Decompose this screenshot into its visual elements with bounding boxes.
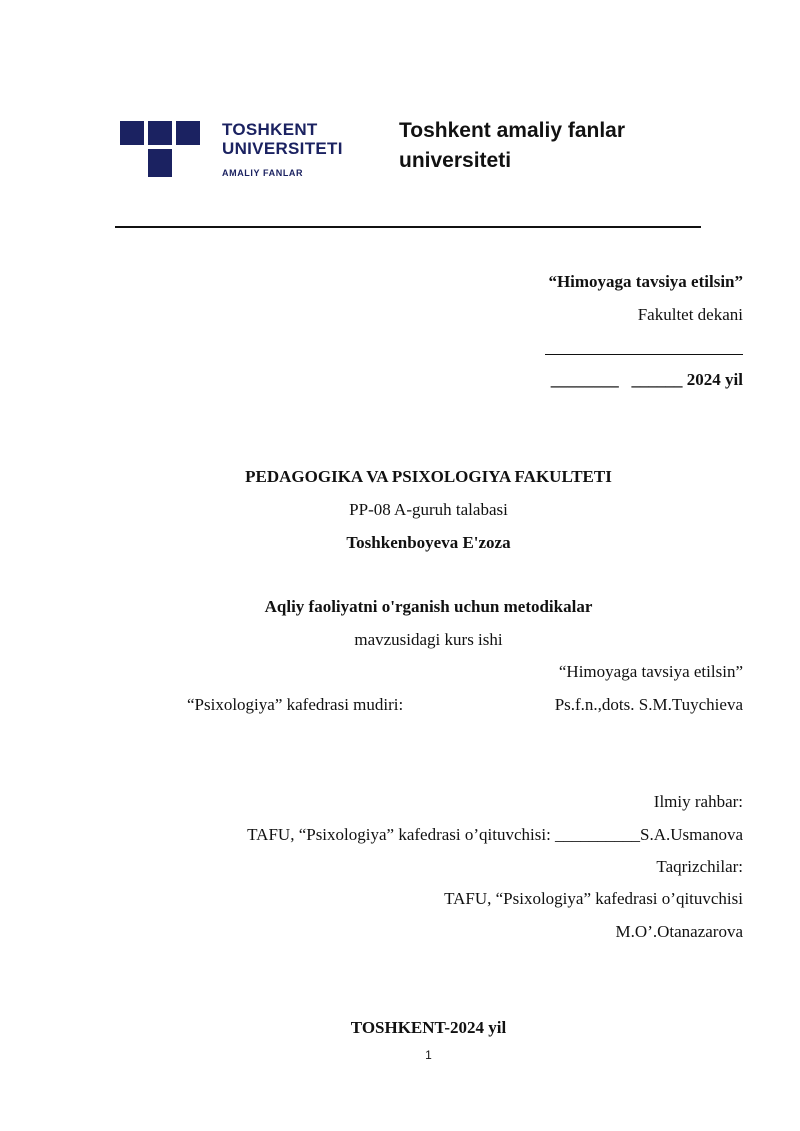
dept-head-label: “Psixologiya” kafedrasi mudiri: — [187, 695, 404, 714]
dept-head-name: Ps.f.n.,dots. S.M.Tuychieva — [554, 695, 743, 714]
dean-signature-line — [545, 354, 743, 355]
approval-quote: “Himoyaga tavsiya etilsin” — [548, 272, 743, 291]
reviewers-label: Taqrizchilar: — [656, 857, 743, 876]
date-year: 2024 yil — [686, 370, 743, 389]
date-blank-month: ______ — [631, 370, 683, 389]
page-number: 1 — [425, 1048, 432, 1062]
footer-city-year: TOSHKENT-2024 yil — [350, 1018, 507, 1037]
header-divider — [115, 226, 701, 228]
work-topic: Aqliy faoliyatni o'rganish uchun metodikalar — [264, 597, 593, 616]
student-name: Toshkenboyeva E'zoza — [346, 533, 511, 552]
university-logo-mark — [120, 121, 200, 177]
logo-subtitle: AMALIY FANLAR — [222, 168, 304, 178]
student-group: PP-08 A-guruh talabasi — [349, 500, 508, 519]
dept-approval-quote: “Himoyaga tavsiya etilsin” — [558, 662, 743, 681]
university-logo-text — [222, 120, 343, 179]
logo-line-2: UNIVERSITETI — [222, 139, 343, 158]
supervisor-label: Ilmiy rahbar: — [653, 792, 743, 811]
date-blank-day: ________ — [550, 370, 619, 389]
reviewer-name: M.O’.Otanazarova — [615, 922, 743, 941]
work-type: mavzusidagi kurs ishi — [354, 630, 503, 649]
faculty-name: PEDAGOGIKA VA PSIXOLOGIYA FAKULTETI — [245, 467, 612, 486]
university-title: Toshkent amaliy fanlar universiteti — [399, 119, 626, 172]
reviewer-position: TAFU, “Psixologiya” kafedrasi o’qituvchisi — [444, 889, 743, 908]
approval-date — [551, 370, 743, 390]
logo-line-1: TOSHKENT — [222, 120, 318, 139]
supervisor-line: TAFU, “Psixologiya” kafedrasi o’qituvchisi: __________S.A.Usmanova — [247, 825, 743, 844]
approval-role: Fakultet dekani — [637, 305, 743, 324]
